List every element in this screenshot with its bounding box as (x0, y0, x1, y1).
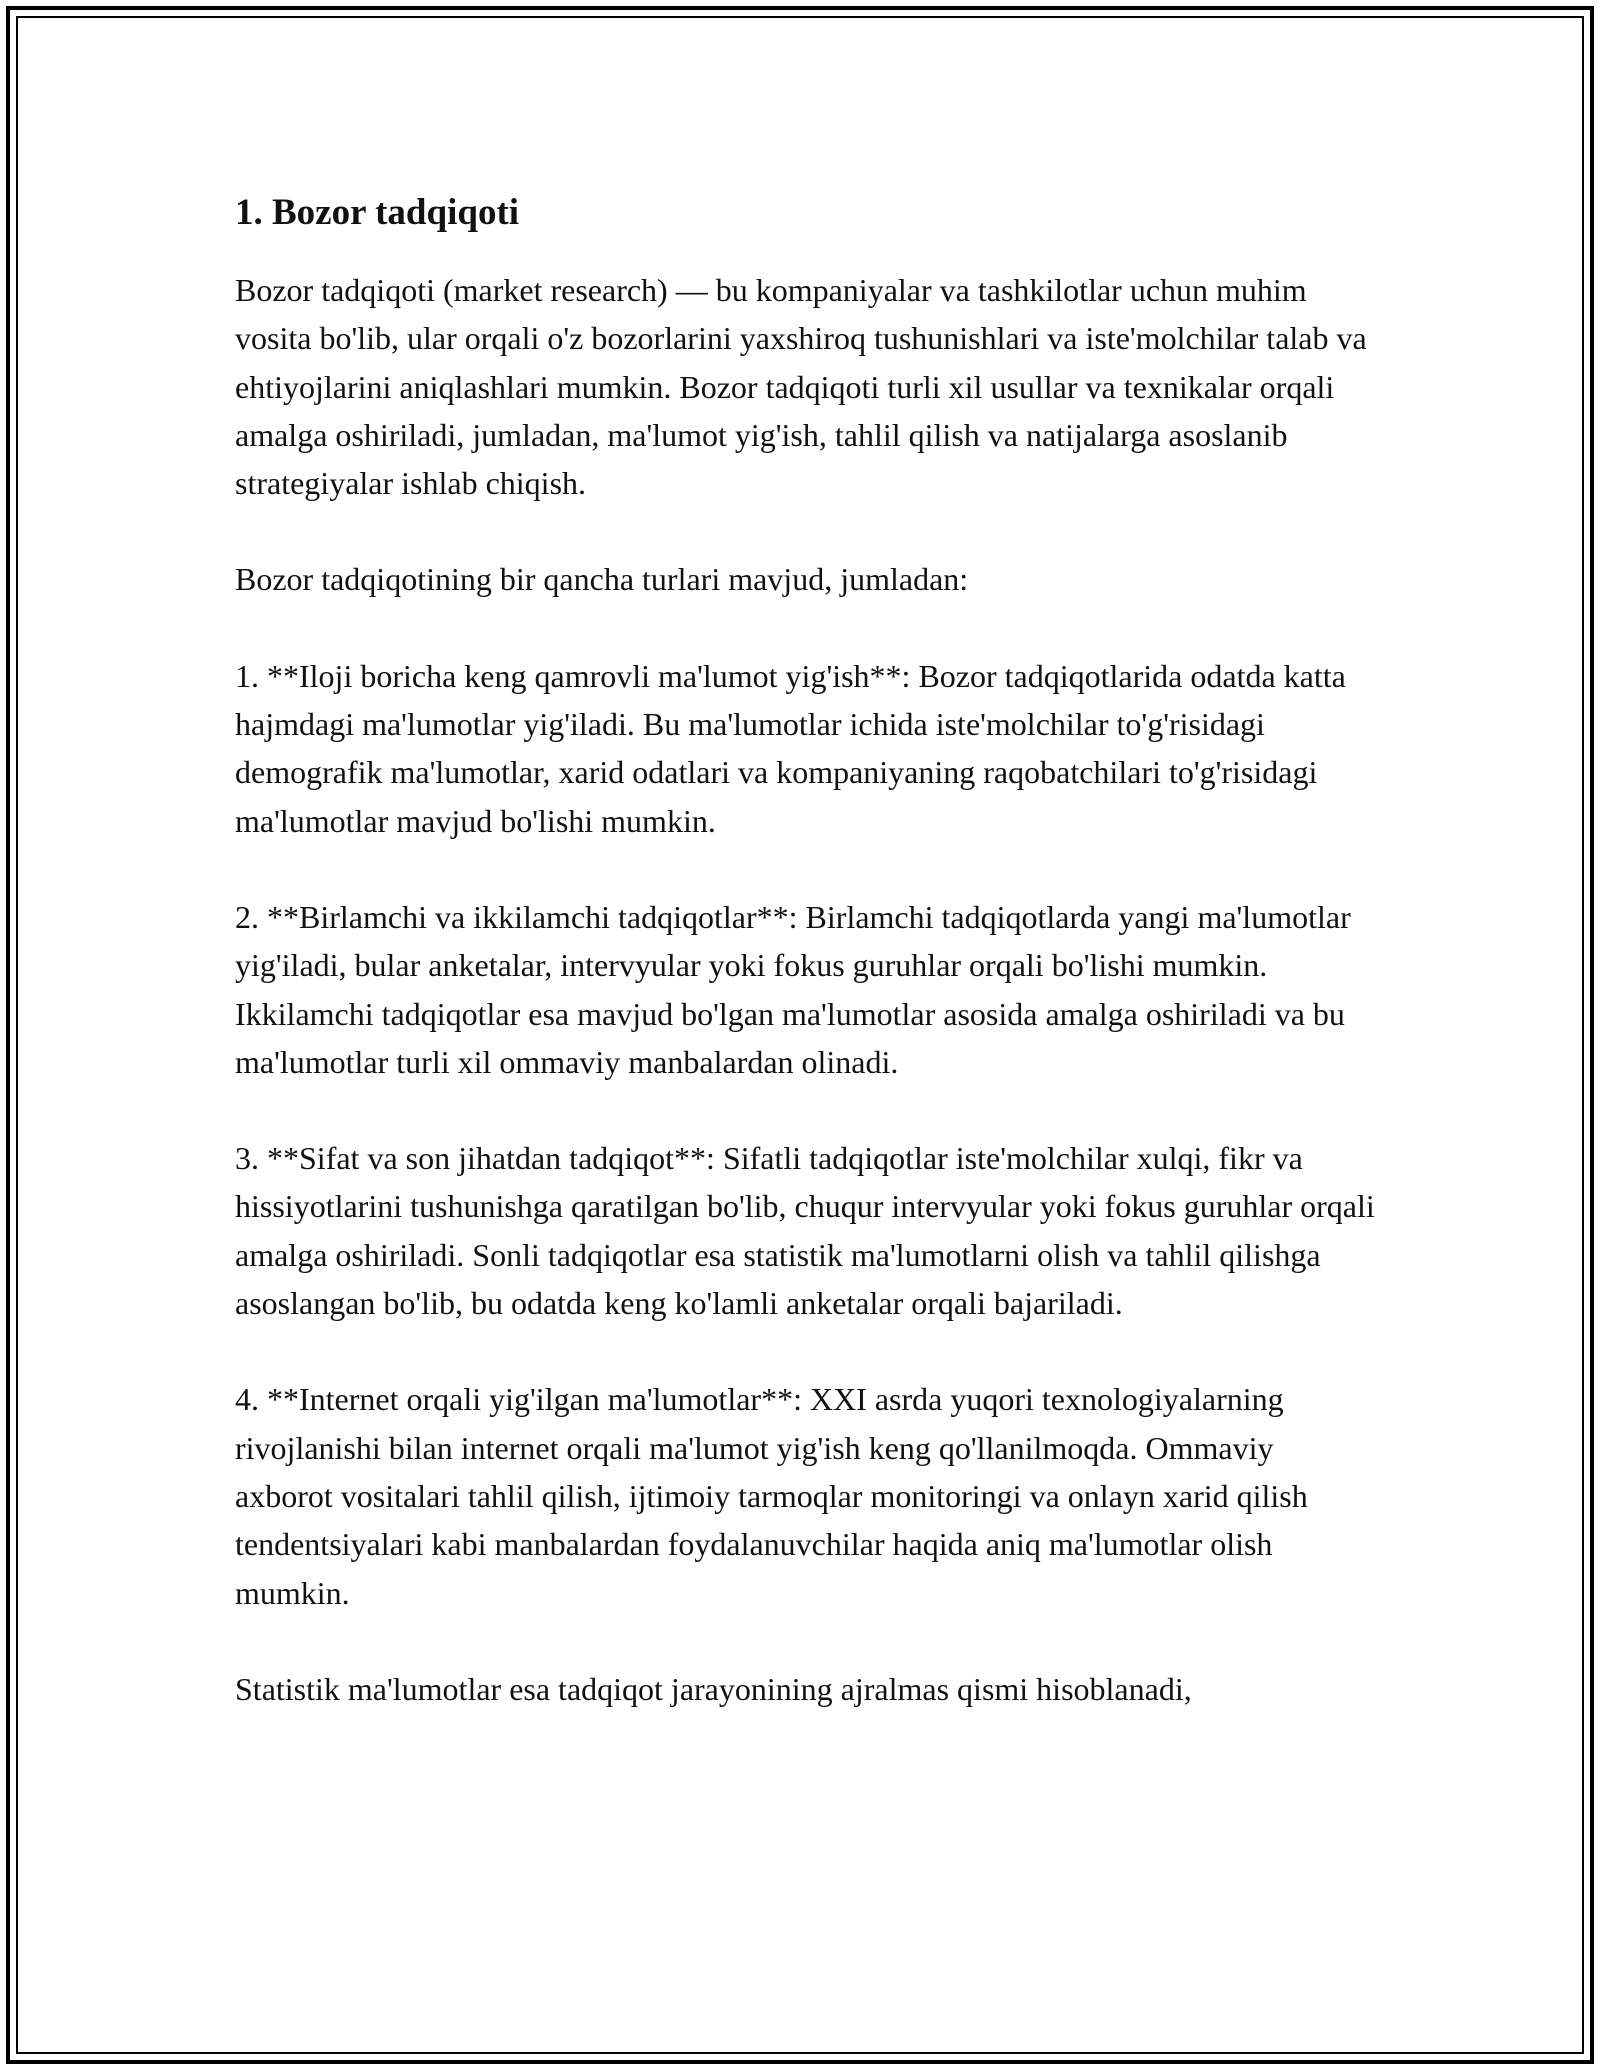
paragraph-statistics: Statistik ma'lumotlar esa tadqiqot jarayonining ajralmas qismi hisoblanadi, (235, 1670, 1192, 1707)
paragraph-item-3: 3. **Sifat va son jihatdan tadqiqot**: Sifatli tadqiqotlar iste'molchilar xulqi, fikr va hissiyotlarini tushunishga qaratilgan bo'lib, chuqur intervyular yoki fokus guruhlar orqali amalga oshiriladi. Sonli tadqiqotlar esa statistik ma'lumotlarni olish va tahlil qilishga asoslangan bo'lib, bu odatda keng ko'lamli anketalar orqali bajariladi. (235, 1140, 1375, 1322)
paragraph-item-1: 1. **Iloji boricha keng qamrovli ma'lumot yig'ish**: Bozor tadqiqotlarida odatda katta hajmdagi ma'lumotlar yig'iladi. Bu ma'lumotlar ichida iste'molchilar to'g'risidagi demografik ma'lumotlar, xarid odatlari va kompaniyaning raqobatchilari to'g'risidagi ma'lumotlar mavjud bo'lishi mumkin. (235, 657, 1346, 839)
document-body (235, 188, 1375, 1761)
paragraph-item-2: 2. **Birlamchi va ikkilamchi tadqiqotlar**: Birlamchi tadqiqotlarda yangi ma'lumotlar yig'iladi, bular anketalar, intervyular yoki fokus guruhlar orqali bo'lishi mumkin. Ikkilamchi tadqiqotlar esa mavjud bo'lgan ma'lumotlar asosida amalga oshiriladi va bu ma'lumotlar turli xil ommaviy manbalardan olinadi. (235, 898, 1351, 1080)
document-title: 1. Bozor tadqiqoti (235, 192, 520, 233)
paragraph-item-4: 4. **Internet orqali yig'ilgan ma'lumotlar**: XXI asrda yuqori texnologiyalarning rivojlanishi bilan internet orqali ma'lumot yig'ish keng qo'llanilmoqda. Ommaviy axborot vositalari tahlil qilish, ijtimoiy tarmoqlar monitoringi va onlayn xarid qilish tendentsiyalari kabi manbalardan foydalanuvchilar haqida aniq ma'lumotlar olish mumkin. (235, 1381, 1308, 1611)
paragraph-types-lead: Bozor tadqiqotining bir qancha turlari mavjud, jumladan: (235, 561, 969, 598)
paragraph-intro: Bozor tadqiqoti (market research) — bu kompaniyalar va tashkilotlar uchun muhim vosita bo'lib, ular orqali o'z bozorlarini yaxshiroq tushunishlari va iste'molchilar talab va ehtiyojlarini aniqlashlari mumkin. Bozor tadqiqoti turli xil usullar va texnikalar orqali amalga oshiriladi, jumladan, ma'lumot yig'ish, tahlil qilish va natijalarga asoslanib strategiyalar ishlab chiqish. (235, 272, 1367, 502)
